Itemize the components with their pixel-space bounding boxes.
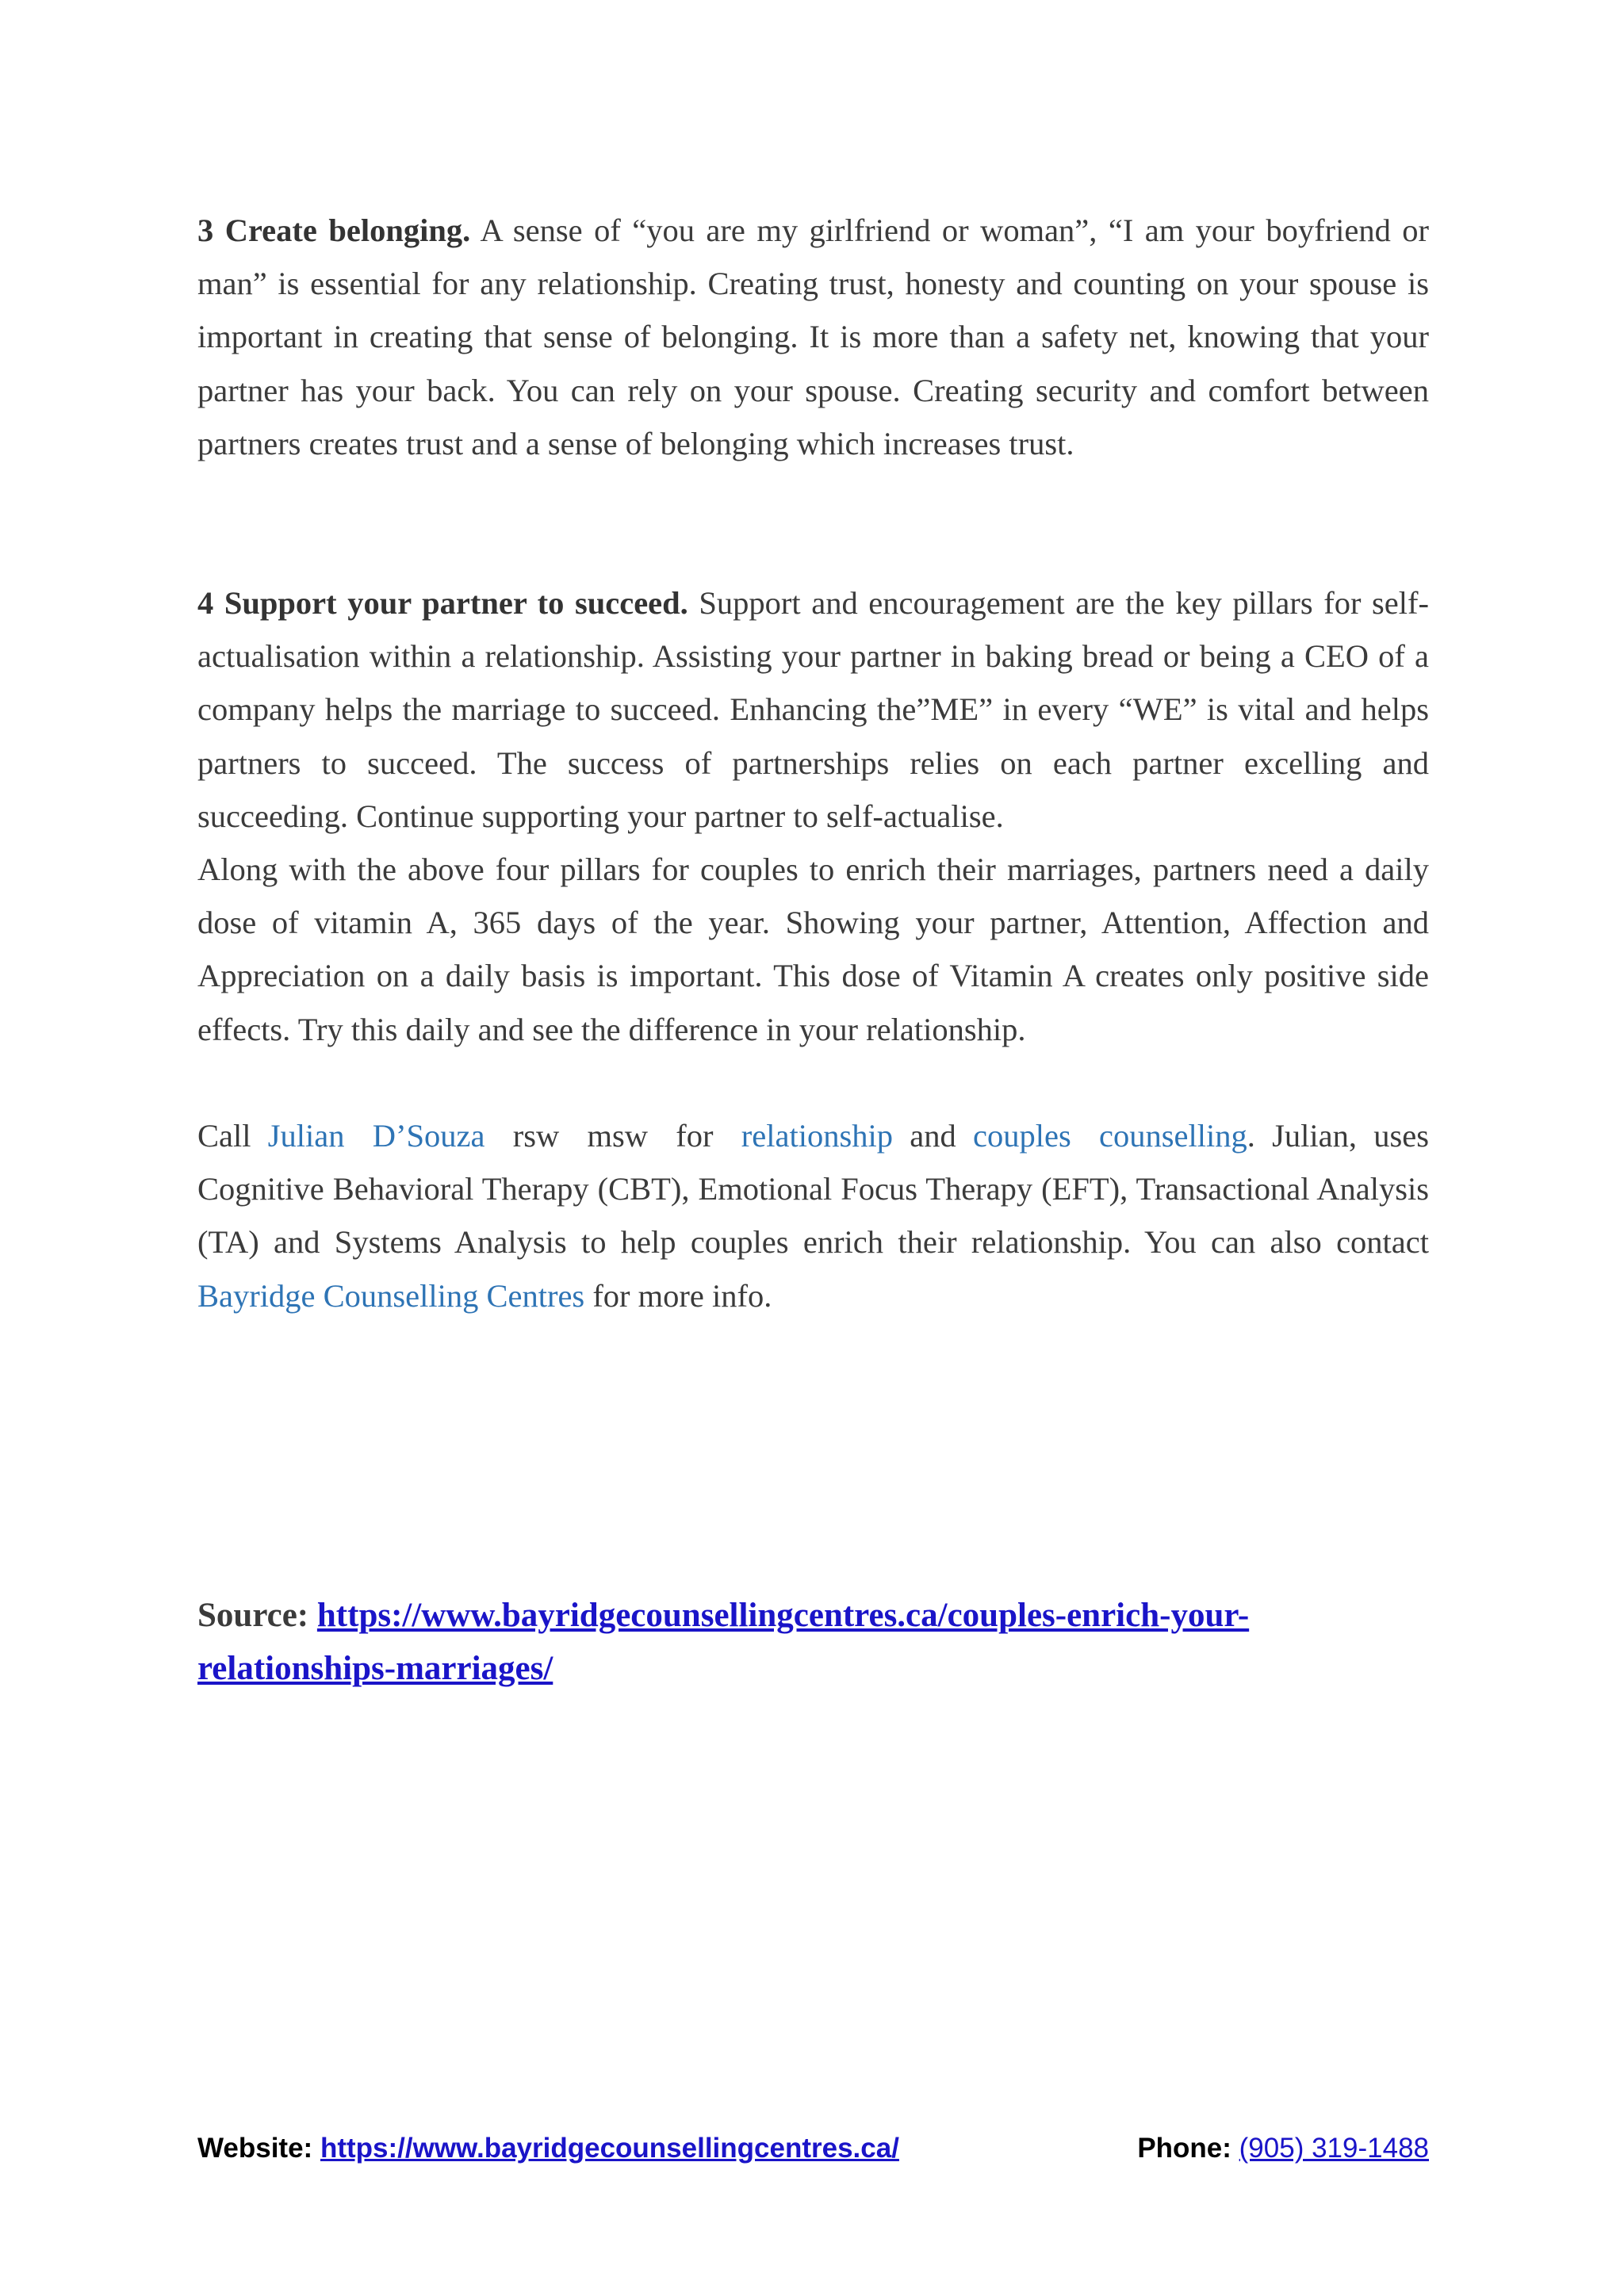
website-link[interactable]: https://www.bayridgecounsellingcentres.ca/: [320, 2133, 899, 2164]
page-footer: [197, 2131, 1429, 2166]
source-url-link[interactable]: [197, 1597, 1249, 1687]
footer-website: [197, 2131, 899, 2166]
website-label: Website:: [197, 2133, 313, 2164]
source-url-line1: https://www.bayridgecounsellingcentres.ca/couples-enrich-your-: [316, 1597, 1250, 1634]
paragraph-support-partner: [197, 576, 1429, 843]
heading-create-belonging: 3 Create belonging.: [197, 212, 471, 248]
source-citation: [197, 1589, 1429, 1695]
phone-link[interactable]: (905) 319-1488: [1239, 2133, 1429, 2164]
text-more-info: for more info.: [584, 1277, 772, 1314]
heading-support-partner: 4 Support your partner to succeed.: [197, 585, 688, 621]
text-vitamin-a: Along with the above four pillars for couples to enrich their marriages, partners need a daily dose of vitamin A, 365 days of the year. Showing your partner, Attention, Affection and Appreciation on a daily basis is important. This dose of Vitamin A creates only positive side effects. Try this daily and see the difference in your relationship.: [197, 851, 1429, 1047]
text-julian-uses: . Julian, uses Cognitive Behavioral Therapy (CBT), Emotional Focus Therapy (EFT), Transactional Analysis (TA) and Systems Analysis to help couples enrich their relationship. You can also contact: [197, 1118, 1429, 1261]
paragraph-create-belonging: [197, 204, 1429, 470]
text-support-partner: Support and encouragement are the key pillars for self-actualisation within a relationship. Assisting your partner in baking bread or being a CEO of a company helps the marriage to succeed. Enhancing the”ME” in every “WE” is vital and helps partners to succeed. The success of partnerships relies on each partner excelling and succeeding. Continue supporting your partner to self-actualise.: [197, 585, 1429, 834]
text-call: Call: [197, 1118, 268, 1154]
footer-phone: [1137, 2131, 1429, 2166]
text-rsw-msw: rsw msw for: [485, 1118, 741, 1154]
link-couples-counselling[interactable]: couples counselling: [973, 1118, 1247, 1154]
source-label: Source:: [197, 1597, 309, 1634]
link-bayridge-counselling-centres[interactable]: Bayridge Counselling Centres: [197, 1277, 585, 1314]
link-julian-dsouza[interactable]: Julian D’Souza: [267, 1118, 485, 1154]
text-create-belonging: A sense of “you are my girlfriend or woman”, “I am your boyfriend or man” is essential for any relationship. Creating trust, honesty and counting on your spouse is important in creating that sense of belonging. It is more than a safety net, knowing that your partner has your back. You can rely on your spouse. Creating security and comfort between partners creates trust and a sense of belonging which increases trust.: [197, 212, 1429, 461]
phone-label: Phone:: [1137, 2133, 1231, 2164]
text-and: and: [893, 1118, 974, 1154]
paragraph-vitamin-a: [197, 843, 1429, 1056]
paragraph-call-julian: [197, 1109, 1429, 1322]
link-relationship[interactable]: relationship: [741, 1118, 893, 1154]
source-url-line2: relationships-marriages/: [197, 1650, 553, 1687]
